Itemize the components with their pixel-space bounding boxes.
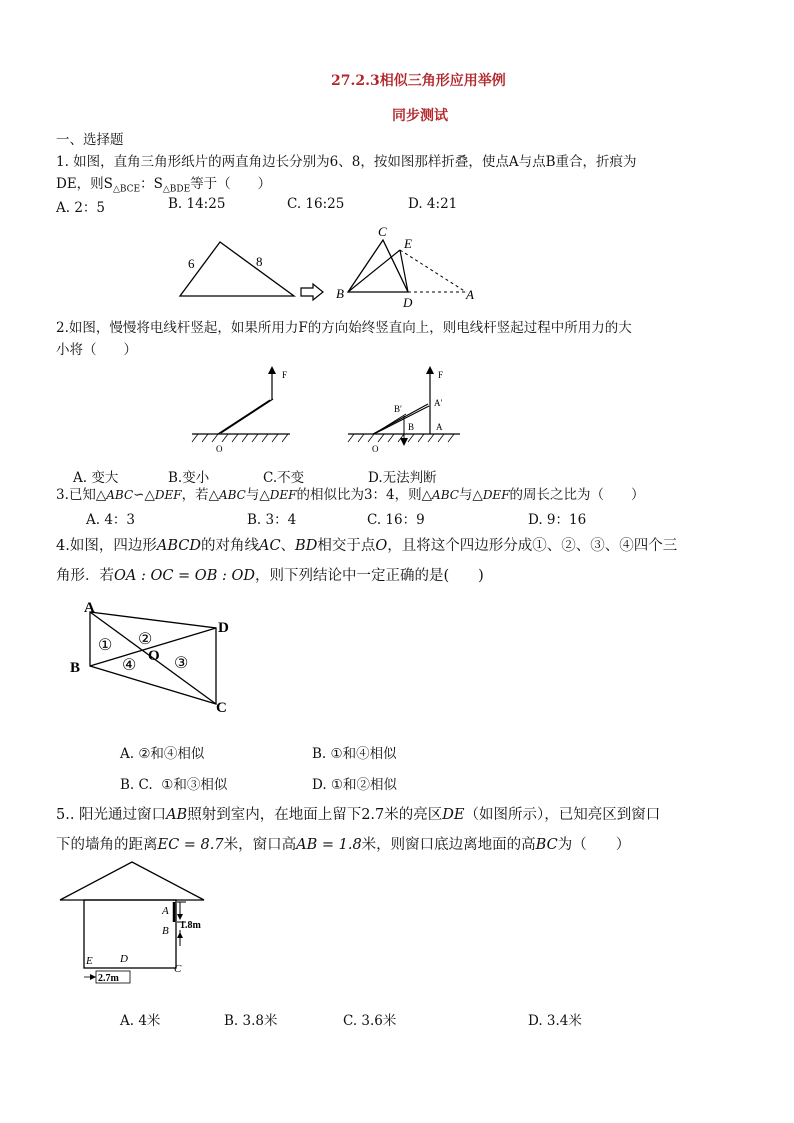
svg-text:A: A <box>466 287 474 302</box>
q5-text-line1: 5.. 阳光通过窗口AB照射到室内，在地面上留下2.7米的亮区DE（如图所示），已知亮区到窗口 <box>56 807 661 823</box>
svg-text:B′: B′ <box>394 404 402 414</box>
svg-text:1.8m: 1.8m <box>180 920 201 931</box>
q1-text-line1: 1. 如图，直角三角形纸片的两直角边长分别为6、8，按如图那样折叠，使点A与点B重合，折痕为 <box>56 154 637 170</box>
q2-option-d[interactable]: D.无法判断 <box>368 470 437 486</box>
q3-option-a[interactable]: A. 4：3 <box>86 512 136 528</box>
svg-text:F: F <box>438 370 444 380</box>
svg-text:8: 8 <box>256 254 263 269</box>
page-subtitle: 同步测试 <box>392 108 448 124</box>
svg-text:B: B <box>162 925 169 937</box>
svg-text:D: D <box>120 953 128 965</box>
q5-text-line2: 下的墙角的距离EC = 8.7米，窗口高AB = 1.8米，则窗口底边离地面的高BC为（ ） <box>56 837 631 853</box>
svg-text:2.7m: 2.7m <box>98 973 119 984</box>
svg-text:C: C <box>174 963 182 975</box>
svg-text:④: ④ <box>122 657 137 674</box>
q1-figure <box>170 222 490 312</box>
q1-option-d[interactable]: D. 4:21 <box>408 196 458 212</box>
svg-text:B: B <box>70 660 81 676</box>
q1-text-line2: DE，则$S_{\triangle BCE}$：$S_{\triangle BDE}$等于（ ） <box>56 176 272 195</box>
q1-option-b[interactable]: B. 14:25 <box>168 196 226 212</box>
svg-text:O: O <box>216 444 223 454</box>
q3-option-b[interactable]: B. 3：4 <box>247 512 297 528</box>
q4-option-b[interactable]: B. ①和④相似 <box>312 746 397 762</box>
svg-text:E: E <box>404 236 412 251</box>
q4-option-a[interactable]: A. ②和④相似 <box>120 746 205 762</box>
svg-text:D: D <box>403 295 413 310</box>
svg-text:D: D <box>218 620 229 636</box>
svg-text:A′: A′ <box>434 398 443 408</box>
q5-option-d[interactable]: D. 3.4米 <box>528 1013 582 1029</box>
q4-text-line1: 4.如图，四边形ABCD的对角线AC、BD相交于点O，且将这个四边形分成①、②、③、④四个三 <box>56 538 678 554</box>
q2-option-c[interactable]: C.不变 <box>263 470 305 486</box>
q5-option-b[interactable]: B. 3.8米 <box>224 1013 278 1029</box>
q4-option-d[interactable]: D. ①和②相似 <box>312 777 398 793</box>
svg-text:B: B <box>336 286 344 301</box>
svg-text:A: A <box>162 905 169 917</box>
q2-text-line1: 2.如图，慢慢将电线杆竖起，如果所用力F的方向始终竖直向上，则电线杆竖起过程中所用力的大 <box>56 320 632 336</box>
q4-figure <box>66 598 246 718</box>
q4-text-line2: 角形．若OA : OC = OB : OD，则下列结论中一定正确的是( ) <box>56 568 484 584</box>
q1-option-c[interactable]: C. 16:25 <box>287 196 345 212</box>
q3-option-c[interactable]: C. 16：9 <box>367 512 425 528</box>
q2-option-b[interactable]: B.变小 <box>168 470 210 486</box>
svg-text:O: O <box>148 648 160 664</box>
svg-text:E: E <box>86 955 93 967</box>
svg-text:C: C <box>378 224 387 239</box>
q4-option-c[interactable]: B. C. ①和③相似 <box>120 777 228 793</box>
q3-text: 3.已知△ABC∽△DEF，若△ABC与△DEF的相似比为3：4，则△ABC与△DEF的周长之比为（ ） <box>56 487 645 503</box>
svg-text:B: B <box>408 422 415 432</box>
q2-figure <box>188 364 468 456</box>
svg-text:A: A <box>84 600 95 616</box>
q5-figure <box>56 858 216 988</box>
svg-text:6: 6 <box>188 256 195 271</box>
q3-option-d[interactable]: D. 9：16 <box>528 512 587 528</box>
q2-option-a[interactable]: A. 变大 <box>73 470 119 486</box>
page-title: 27.2.3相似三角形应用举例 <box>331 73 506 89</box>
svg-text:①: ① <box>98 637 113 654</box>
svg-text:C: C <box>216 700 227 716</box>
q5-option-c[interactable]: C. 3.6米 <box>343 1013 397 1029</box>
svg-text:A: A <box>436 422 443 432</box>
q5-option-a[interactable]: A. 4米 <box>120 1013 161 1029</box>
section-heading: 一、选择题 <box>56 132 124 148</box>
q2-text-line2: 小将（ ） <box>56 342 137 358</box>
svg-text:②: ② <box>138 631 153 648</box>
svg-text:O: O <box>372 444 379 454</box>
q1-option-a[interactable]: A. 2：5 <box>56 200 106 216</box>
svg-text:③: ③ <box>174 655 189 672</box>
svg-text:F: F <box>282 370 288 380</box>
